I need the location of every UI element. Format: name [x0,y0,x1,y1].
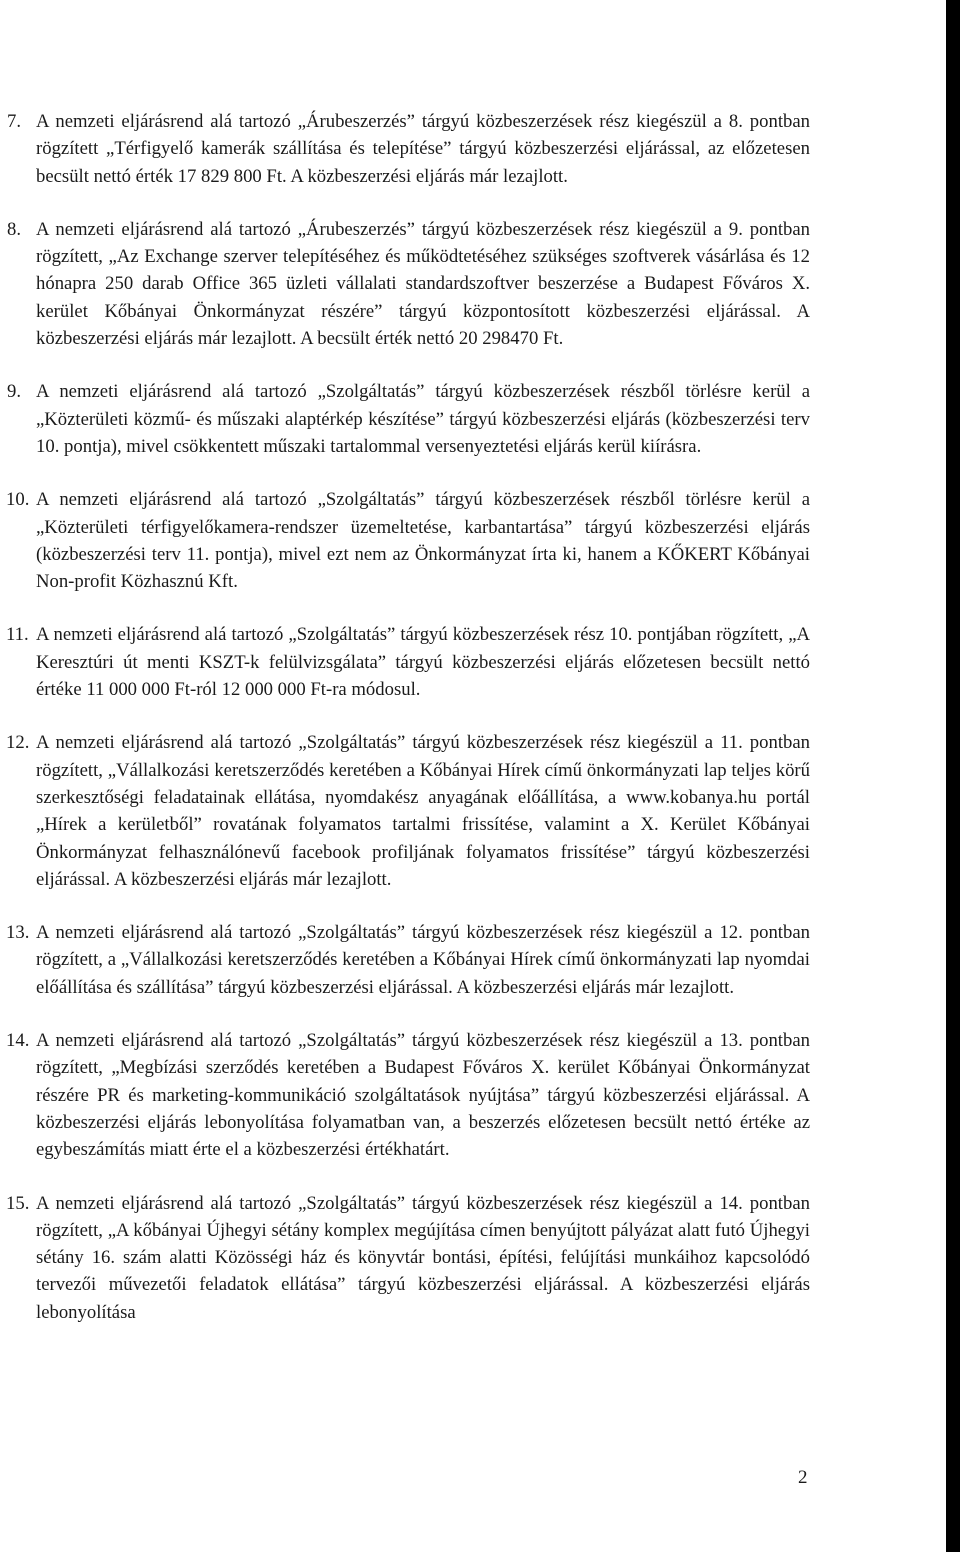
list-item-9 [7,378,810,460]
list-item-14 [6,1027,810,1163]
item-number: 9. [7,381,22,403]
list-item-12 [6,729,810,893]
item-number: 14. [6,1030,30,1052]
item-number: 12. [6,732,30,754]
list-item-8 [7,216,810,352]
item-text: A nemzeti eljárásrend alá tartozó „Szolgáltatás” tárgyú közbeszerzések rész 10. pontjában rögzített, „A Keresztúri út menti KSZT-k felülvizsgálata” tárgyú közbeszerzési eljárás előzetesen becsült nettó értéke 11 000 000 Ft-ról 12 000 000 Ft-ra módosul. [36,624,810,701]
item-number: 11. [6,624,29,646]
item-number: 15. [6,1192,30,1214]
item-text: A nemzeti eljárásrend alá tartozó „Szolgáltatás” tárgyú közbeszerzések részből törlésre kerül a „Közterületi térfigyelőkamera-rendszer üzemeltetése, karbantartása” tárgyú közbeszerzési eljárás (közbeszerzési terv 11. pontja), mivel ezt nem az Önkormányzat írta ki, hanem a KŐKERT Kőbányai Non-profit Közhasznú Kft. [36,489,810,593]
item-number: 13. [6,922,30,944]
item-number: 8. [7,218,22,240]
item-text: A nemzeti eljárásrend alá tartozó „Szolgáltatás” tárgyú közbeszerzések rész kiegészül a 13. pontban rögzített, „Megbízási szerződés keretében a Budapest Főváros X. kerület Kőbányai Önkormányzat részére PR és marketing-kommunikáció szolgáltatások nyújtása” tárgyú közbeszerzési eljárással. A közbeszerzési eljárás lebonyolítása folyamatban van, a beszerzés előzetesen becsült nettó értéke az egybeszámítás miatt érte el a közbeszerzési értékhatárt. [36,1030,810,1161]
item-text: A nemzeti eljárásrend alá tartozó „Szolgáltatás” tárgyú közbeszerzések rész kiegészül a 12. pontban rögzített, a „Vállalkozási keretszerződés keretében a Kőbányai Hírek című önkormányzati lap nyomdai előállítása és szállítása” tárgyú közbeszerzési eljárással. A közbeszerzési eljárás már lezajlott. [36,922,810,998]
list-item-11 [6,621,810,703]
document-page [0,108,960,1352]
item-text: A nemzeti eljárásrend alá tartozó „Árubeszerzés” tárgyú közbeszerzések rész kiegészül a 8. pontban rögzített „Térfigyelő kamerák szállítása és telepítése” tárgyú közbeszerzési eljárással, az előzetesen becsült nettó érték 17 829 800 Ft. A közbeszerzési eljárás már lezajlott. [36,111,810,187]
list-item-13 [6,919,810,1001]
item-text: A nemzeti eljárásrend alá tartozó „Szolgáltatás” tárgyú közbeszerzések rész kiegészül a 14. pontban rögzített, „A kőbányai Újhegyi sétány komplex megújítása címen benyújtott pályázat alatt futó Újhegyi sétány 16. szám alatti Közösségi ház és könyvtár bontási, építési, felújítási munkáihoz kapcsolódó tervezői művezetői feladatok ellátása” tárgyú közbeszerzési eljárással. A közbeszerzési eljárás lebonyolítása [36,1192,810,1323]
item-number: 7. [7,111,22,132]
item-text: A nemzeti eljárásrend alá tartozó „Szolgáltatás” tárgyú közbeszerzések rész kiegészül a 11. pontban rögzített, „Vállalkozási keretszerződés keretében a Kőbányai Hírek című önkormányzati lap teljes körű szerkesztőségi feladatainak ellátása, nyomdakész anyagának előállítása, a www.kobanya.hu portál „Hírek a kerületből” rovatának folyamatos tartalmi frissítése, valamint a X. Kerület Kőbányai Önkormányzat felhasználónevű facebook profiljának folyamatos frissítése” tárgyú közbeszerzési eljárással. A közbeszerzési eljárás már lezajlott. [36,732,810,890]
list-item-10 [6,486,810,595]
list-item-15 [6,1190,810,1326]
list-item-7 [7,108,810,190]
item-text: A nemzeti eljárásrend alá tartozó „Árubeszerzés” tárgyú közbeszerzések rész kiegészül a 9. pontban rögzített, „Az Exchange szerver telepítéséhez és működtetéséhez szükséges szoftverek vásárlása és 12 hónapra 250 darab Office 365 üzleti vállalati standardszoftver beszerzése a Budapest Főváros X. kerület Kőbányai Önkormányzat részére” tárgyú központosított közbeszerzési eljárással. A közbeszerzési eljárás már lezajlott. A becsült érték nettó 20 298470 Ft. [36,218,810,350]
item-number: 10. [6,489,30,511]
page-number: 2 [798,1467,808,1488]
item-text: A nemzeti eljárásrend alá tartozó „Szolgáltatás” tárgyú közbeszerzések részből törlésre kerül a „Közterületi közmű- és műszaki alaptérkép készítése” tárgyú közbeszerzési eljárás (közbeszerzési terv 10. pontja), mivel csökkentett műszaki tartalommal versenyeztetési eljárás kerül kiírásra. [36,381,810,457]
